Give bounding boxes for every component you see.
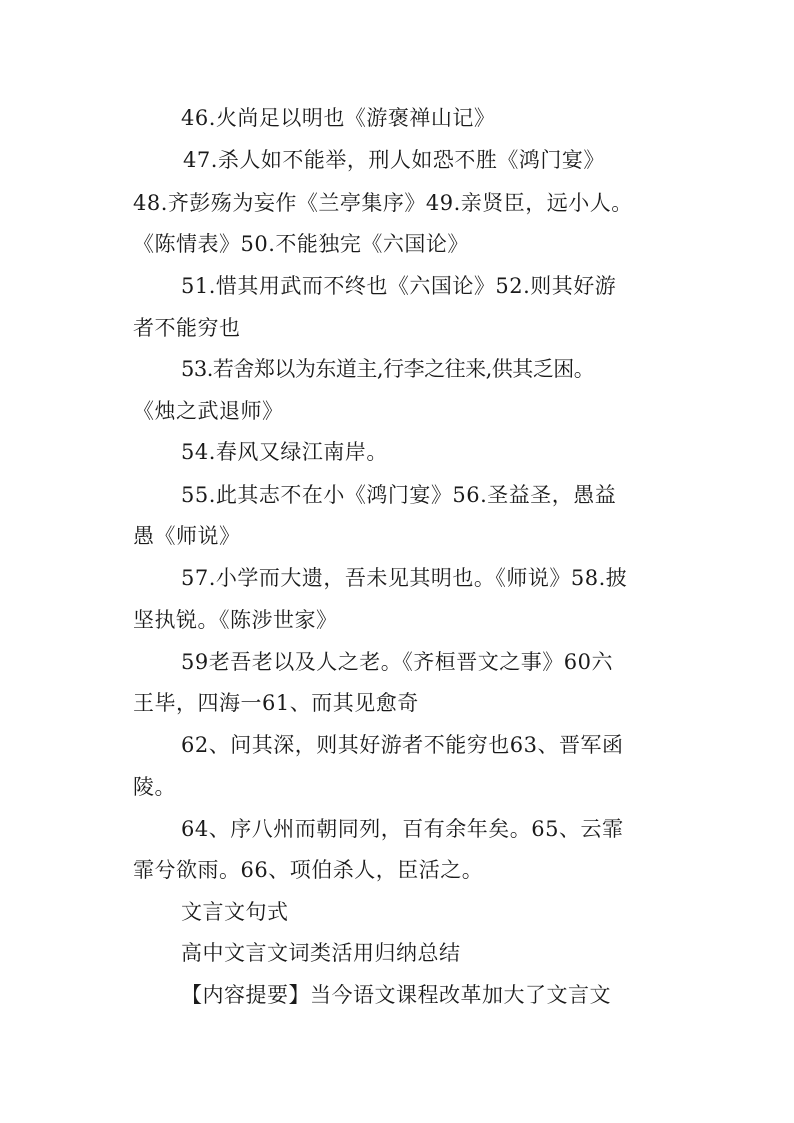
text-line: 55.此其志不在小《鸿门宴》56.圣益圣，愚益 (181, 483, 617, 507)
text-line: 62、问其深，则其好游者不能穷也63、晋军函 (181, 733, 624, 757)
text-line: 【内容提要】当今语文课程改革加大了文言文 (181, 983, 611, 1007)
text-line: 者不能穷也 (133, 316, 241, 340)
text-line: 陵。 (133, 775, 176, 799)
text-line: 57.小学而大遗，吾未见其明也。《师说》58.披 (181, 566, 628, 590)
text-line: 64、序八州而朝同列，百有余年矣。65、云霏 (181, 817, 624, 841)
text-line: 霏兮欲雨。66、项伯杀人，臣活之。 (133, 858, 484, 882)
article-title: 高中文言文词类活用归纳总结 (181, 941, 461, 965)
text-line: 48.齐彭殇为妄作《兰亭集序》49.亲贤臣，远小人。 (133, 191, 633, 215)
text-line: 47.杀人如不能举，刑人如恐不胜《鸿门宴》 (183, 148, 605, 172)
text-line: 46.火尚足以明也《游褒禅山记》 (181, 106, 496, 130)
text-line: 坚执锐。《陈涉世家》 (133, 608, 338, 632)
text-line: 51.惜其用武而不终也《六国论》52.则其好游 (181, 274, 617, 298)
text-line: 59老吾老以及人之老。《齐桓晋文之事》60六 (181, 650, 613, 674)
text-line: 53.若舍郑以为东道主,行李之往来,供其乏困。 (181, 357, 595, 381)
text-line: 《烛之武退师》 (133, 399, 284, 423)
text-line: 54.春风又绿江南岸。 (181, 440, 388, 464)
text-line: 《陈情表》50.不能独完《六国论》 (133, 232, 469, 256)
text-line: 王毕，四海一61、而其见愈奇 (133, 691, 419, 715)
text-line: 愚《师说》 (133, 524, 241, 548)
section-heading: 文言文句式 (181, 900, 289, 924)
